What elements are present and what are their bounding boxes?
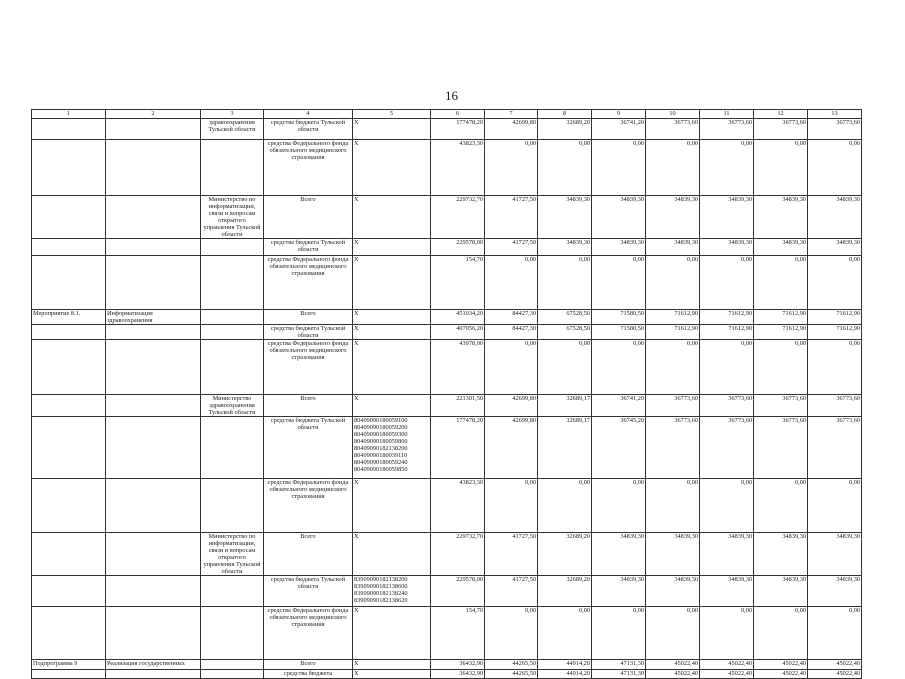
value-cell: 0,00 <box>754 340 808 395</box>
event-cell <box>32 607 106 660</box>
funding-source-cell: Всего <box>264 660 353 670</box>
value-cell: 0,00 <box>808 340 862 395</box>
value-cell: 36773,60 <box>754 417 808 479</box>
value-cell: 36773,60 <box>646 417 700 479</box>
value-cell: 84427,30 <box>485 325 538 340</box>
col-header-8: 8 <box>538 110 592 119</box>
value-cell: 41727,50 <box>485 576 538 607</box>
table-row <box>32 196 862 239</box>
page-number: 16 <box>445 88 458 103</box>
table-row <box>32 140 862 196</box>
value-cell: 45022,40 <box>700 670 754 679</box>
value-cell: 0,00 <box>700 340 754 395</box>
event-cell <box>32 417 106 479</box>
value-cell: 0,00 <box>592 256 646 310</box>
value-cell: 45022,40 <box>754 660 808 670</box>
executor-cell: Министерство по информатизации, связи и вопросам открытого управления Тульской области <box>201 533 264 576</box>
budget-code-cell: Х <box>353 310 431 325</box>
value-cell: 0,00 <box>646 607 700 660</box>
executor-cell <box>201 325 264 340</box>
value-cell: 36745,20 <box>592 417 646 479</box>
name-cell <box>106 340 201 395</box>
value-cell: 45022,40 <box>808 670 862 679</box>
budget-code-cell: Х <box>353 670 431 679</box>
budget-code-cell: Х <box>353 607 431 660</box>
value-cell: 0,00 <box>538 140 592 196</box>
value-cell: 71580,50 <box>592 325 646 340</box>
event-cell <box>32 140 106 196</box>
value-cell: 177478,20 <box>431 417 485 479</box>
name-cell <box>106 239 201 256</box>
value-cell: 36773,60 <box>808 395 862 417</box>
col-header-13: 13 <box>808 110 862 119</box>
event-cell <box>32 670 106 679</box>
budget-table <box>31 109 862 679</box>
table-row <box>32 395 862 417</box>
value-cell: 36773,60 <box>808 417 862 479</box>
table-body <box>32 110 862 679</box>
value-cell: 32689,17 <box>538 395 592 417</box>
value-cell: 45022,40 <box>700 660 754 670</box>
value-cell: 0,00 <box>754 607 808 660</box>
value-cell: 34839,30 <box>646 533 700 576</box>
value-cell: 42699,80 <box>485 395 538 417</box>
value-cell: 0,00 <box>700 479 754 533</box>
event-cell <box>32 395 106 417</box>
column-number-row <box>32 110 862 119</box>
table-row <box>32 533 862 576</box>
table-row <box>32 417 862 479</box>
value-cell: 34839,30 <box>754 576 808 607</box>
value-cell: 43823,30 <box>431 140 485 196</box>
value-cell: 0,00 <box>538 256 592 310</box>
funding-source-cell: средства Федерального фонда обязательного медицинского страхования <box>264 140 353 196</box>
value-cell: 0,00 <box>646 140 700 196</box>
table-row <box>32 340 862 395</box>
funding-source-cell: Всего <box>264 395 353 417</box>
name-cell <box>106 533 201 576</box>
value-cell: 71612,90 <box>646 325 700 340</box>
col-header-11: 11 <box>700 110 754 119</box>
budget-code-cell: Х <box>353 256 431 310</box>
funding-source-cell: средства Федерального фонда обязательного медицинского страхования <box>264 607 353 660</box>
value-cell: 34839,30 <box>808 196 862 239</box>
name-cell <box>106 325 201 340</box>
value-cell: 71612,90 <box>808 310 862 325</box>
budget-code-cell: Х <box>353 196 431 239</box>
event-cell <box>32 533 106 576</box>
budget-code-cell: 83909090182138200 83909090182138600 83909090182138240 83909090182138620 <box>353 576 431 607</box>
value-cell: 41727,50 <box>485 196 538 239</box>
value-cell: 36741,20 <box>592 119 646 140</box>
value-cell: 0,00 <box>485 140 538 196</box>
value-cell: 45022,40 <box>646 670 700 679</box>
table-row <box>32 239 862 256</box>
value-cell: 36741,20 <box>592 395 646 417</box>
value-cell: 0,00 <box>485 256 538 310</box>
col-header-7: 7 <box>485 110 538 119</box>
value-cell: 44265,50 <box>485 670 538 679</box>
name-cell: Реализация государственных <box>106 660 201 670</box>
budget-code-cell: Х <box>353 119 431 140</box>
funding-source-cell: средства бюджета Тульской области <box>264 417 353 479</box>
budget-code-cell: Х <box>353 479 431 533</box>
value-cell: 0,00 <box>538 479 592 533</box>
value-cell: 41727,50 <box>485 533 538 576</box>
executor-cell <box>201 670 264 679</box>
executor-cell <box>201 239 264 256</box>
funding-source-cell: средства Федерального фонда обязательного медицинского страхования <box>264 340 353 395</box>
value-cell: 0,00 <box>700 607 754 660</box>
value-cell: 0,00 <box>485 479 538 533</box>
table-row <box>32 670 862 679</box>
value-cell: 45022,40 <box>754 670 808 679</box>
value-cell: 0,00 <box>808 256 862 310</box>
col-header-6: 6 <box>431 110 485 119</box>
value-cell: 0,00 <box>808 479 862 533</box>
executor-cell <box>201 140 264 196</box>
value-cell: 221301,50 <box>431 395 485 417</box>
name-cell <box>106 140 201 196</box>
executor-cell <box>201 256 264 310</box>
value-cell: 43823,30 <box>431 479 485 533</box>
value-cell: 0,00 <box>754 479 808 533</box>
value-cell: 36773,60 <box>646 395 700 417</box>
value-cell: 0,00 <box>700 256 754 310</box>
value-cell: 71580,50 <box>592 310 646 325</box>
value-cell: 43978,00 <box>431 340 485 395</box>
event-cell <box>32 325 106 340</box>
executor-cell <box>201 479 264 533</box>
value-cell: 45022,40 <box>646 660 700 670</box>
name-cell <box>106 576 201 607</box>
event-cell <box>32 256 106 310</box>
value-cell: 229578,00 <box>431 239 485 256</box>
value-cell: 0,00 <box>485 340 538 395</box>
executor-cell <box>201 660 264 670</box>
budget-code-cell: Х <box>353 325 431 340</box>
value-cell: 36773,60 <box>700 417 754 479</box>
table-row <box>32 325 862 340</box>
value-cell: 34839,30 <box>592 533 646 576</box>
value-cell: 36773,60 <box>700 395 754 417</box>
value-cell: 407056,20 <box>431 325 485 340</box>
event-cell: Мероприятие 8.1. <box>32 310 106 325</box>
value-cell: 42699,80 <box>485 417 538 479</box>
name-cell <box>106 256 201 310</box>
name-cell <box>106 395 201 417</box>
value-cell: 0,00 <box>592 140 646 196</box>
value-cell: 67528,50 <box>538 325 592 340</box>
event-cell <box>32 119 106 140</box>
value-cell: 229732,70 <box>431 533 485 576</box>
budget-code-cell: Х <box>353 340 431 395</box>
value-cell: 34839,30 <box>808 533 862 576</box>
executor-cell: здравоохранения Тульской области <box>201 119 264 140</box>
value-cell: 44914,20 <box>538 660 592 670</box>
value-cell: 34839,30 <box>538 239 592 256</box>
value-cell: 84427,30 <box>485 310 538 325</box>
value-cell: 71612,90 <box>808 325 862 340</box>
name-cell <box>106 670 201 679</box>
value-cell: 229578,00 <box>431 576 485 607</box>
funding-source-cell: средства бюджета <box>264 670 353 679</box>
value-cell: 451034,20 <box>431 310 485 325</box>
value-cell: 36432,90 <box>431 670 485 679</box>
value-cell: 34839,30 <box>646 576 700 607</box>
value-cell: 0,00 <box>592 607 646 660</box>
value-cell: 34839,30 <box>700 576 754 607</box>
value-cell: 44265,50 <box>485 660 538 670</box>
funding-source-cell: средства Федерального фонда обязательного медицинского страхования <box>264 479 353 533</box>
value-cell: 0,00 <box>700 140 754 196</box>
value-cell: 36773,60 <box>700 119 754 140</box>
col-header-4: 4 <box>264 110 353 119</box>
table-row <box>32 119 862 140</box>
name-cell <box>106 119 201 140</box>
value-cell: 32689,20 <box>538 533 592 576</box>
table-row <box>32 310 862 325</box>
value-cell: 44914,20 <box>538 670 592 679</box>
table-row <box>32 256 862 310</box>
value-cell: 34839,30 <box>700 196 754 239</box>
event-cell <box>32 196 106 239</box>
value-cell: 71612,90 <box>754 325 808 340</box>
budget-code-cell: Х <box>353 660 431 670</box>
value-cell: 34839,30 <box>592 239 646 256</box>
value-cell: 36773,60 <box>754 119 808 140</box>
value-cell: 71612,90 <box>646 310 700 325</box>
executor-cell <box>201 340 264 395</box>
funding-source-cell: Всего <box>264 533 353 576</box>
value-cell: 32689,20 <box>538 576 592 607</box>
value-cell: 0,00 <box>485 607 538 660</box>
value-cell: 0,00 <box>646 256 700 310</box>
table-row <box>32 479 862 533</box>
event-cell <box>32 576 106 607</box>
value-cell: 34839,30 <box>646 239 700 256</box>
funding-source-cell: средства бюджета Тульской области <box>264 325 353 340</box>
value-cell: 0,00 <box>754 140 808 196</box>
value-cell: 32689,20 <box>538 119 592 140</box>
executor-cell <box>201 417 264 479</box>
executor-cell: Министерство по информатизации, связи и вопросам открытого управления Тульской области <box>201 196 264 239</box>
event-cell <box>32 479 106 533</box>
value-cell: 67528,50 <box>538 310 592 325</box>
value-cell: 36773,60 <box>754 395 808 417</box>
table-row <box>32 660 862 670</box>
executor-cell <box>201 576 264 607</box>
value-cell: 71612,90 <box>700 310 754 325</box>
col-header-10: 10 <box>646 110 700 119</box>
value-cell: 0,00 <box>646 340 700 395</box>
value-cell: 34839,30 <box>700 239 754 256</box>
value-cell: 0,00 <box>754 256 808 310</box>
executor-cell <box>201 607 264 660</box>
funding-source-cell: Всего <box>264 196 353 239</box>
funding-source-cell: средства Федерального фонда обязательного медицинского страхования <box>264 256 353 310</box>
value-cell: 0,00 <box>592 479 646 533</box>
name-cell <box>106 417 201 479</box>
funding-source-cell: средства бюджета Тульской области <box>264 576 353 607</box>
budget-code-cell: Х <box>353 239 431 256</box>
value-cell: 34839,30 <box>808 576 862 607</box>
value-cell: 42699,80 <box>485 119 538 140</box>
value-cell: 47131,30 <box>592 670 646 679</box>
value-cell: 71612,90 <box>754 310 808 325</box>
value-cell: 229732,70 <box>431 196 485 239</box>
col-header-2: 2 <box>106 110 201 119</box>
value-cell: 34839,30 <box>700 533 754 576</box>
funding-source-cell: средства бюджета Тульской области <box>264 239 353 256</box>
value-cell: 36773,60 <box>808 119 862 140</box>
value-cell: 34839,30 <box>754 239 808 256</box>
budget-code-cell: Х <box>353 395 431 417</box>
value-cell: 34839,30 <box>538 196 592 239</box>
value-cell: 34839,30 <box>808 239 862 256</box>
value-cell: 34839,30 <box>646 196 700 239</box>
col-header-12: 12 <box>754 110 808 119</box>
budget-code-cell: Х <box>353 140 431 196</box>
value-cell: 36432,90 <box>431 660 485 670</box>
executor-cell <box>201 310 264 325</box>
value-cell: 154,70 <box>431 607 485 660</box>
col-header-1: 1 <box>32 110 106 119</box>
funding-source-cell: средства бюджета Тульской области <box>264 119 353 140</box>
value-cell: 34839,30 <box>754 533 808 576</box>
name-cell <box>106 607 201 660</box>
value-cell: 45022,40 <box>808 660 862 670</box>
col-header-9: 9 <box>592 110 646 119</box>
col-header-5: 5 <box>353 110 431 119</box>
name-cell <box>106 196 201 239</box>
value-cell: 34839,30 <box>592 576 646 607</box>
value-cell: 0,00 <box>646 479 700 533</box>
budget-code-cell: 80409090180059100 80409090180059200 80409090180059300 80409090180059800 80409090182138200 80409090180039110 80409090180059240 80409090180059850 <box>353 417 431 479</box>
value-cell: 47131,30 <box>592 660 646 670</box>
table-row <box>32 576 862 607</box>
value-cell: 0,00 <box>808 140 862 196</box>
value-cell: 36773,60 <box>646 119 700 140</box>
value-cell: 34839,30 <box>754 196 808 239</box>
value-cell: 71612,90 <box>700 325 754 340</box>
value-cell: 0,00 <box>808 607 862 660</box>
table-row <box>32 607 862 660</box>
funding-source-cell: Всего <box>264 310 353 325</box>
value-cell: 0,00 <box>592 340 646 395</box>
event-cell <box>32 340 106 395</box>
value-cell: 0,00 <box>538 607 592 660</box>
col-header-3: 3 <box>201 110 264 119</box>
value-cell: 41727,50 <box>485 239 538 256</box>
budget-code-cell: Х <box>353 533 431 576</box>
name-cell: Информатизация здравоохранения <box>106 310 201 325</box>
event-cell <box>32 239 106 256</box>
event-cell: Подпрограмма 9 <box>32 660 106 670</box>
value-cell: 177478,20 <box>431 119 485 140</box>
value-cell: 34839,30 <box>592 196 646 239</box>
value-cell: 0,00 <box>538 340 592 395</box>
name-cell <box>106 479 201 533</box>
value-cell: 154,70 <box>431 256 485 310</box>
executor-cell: Министерство здравоохранения Тульской области <box>201 395 264 417</box>
value-cell: 32689,17 <box>538 417 592 479</box>
